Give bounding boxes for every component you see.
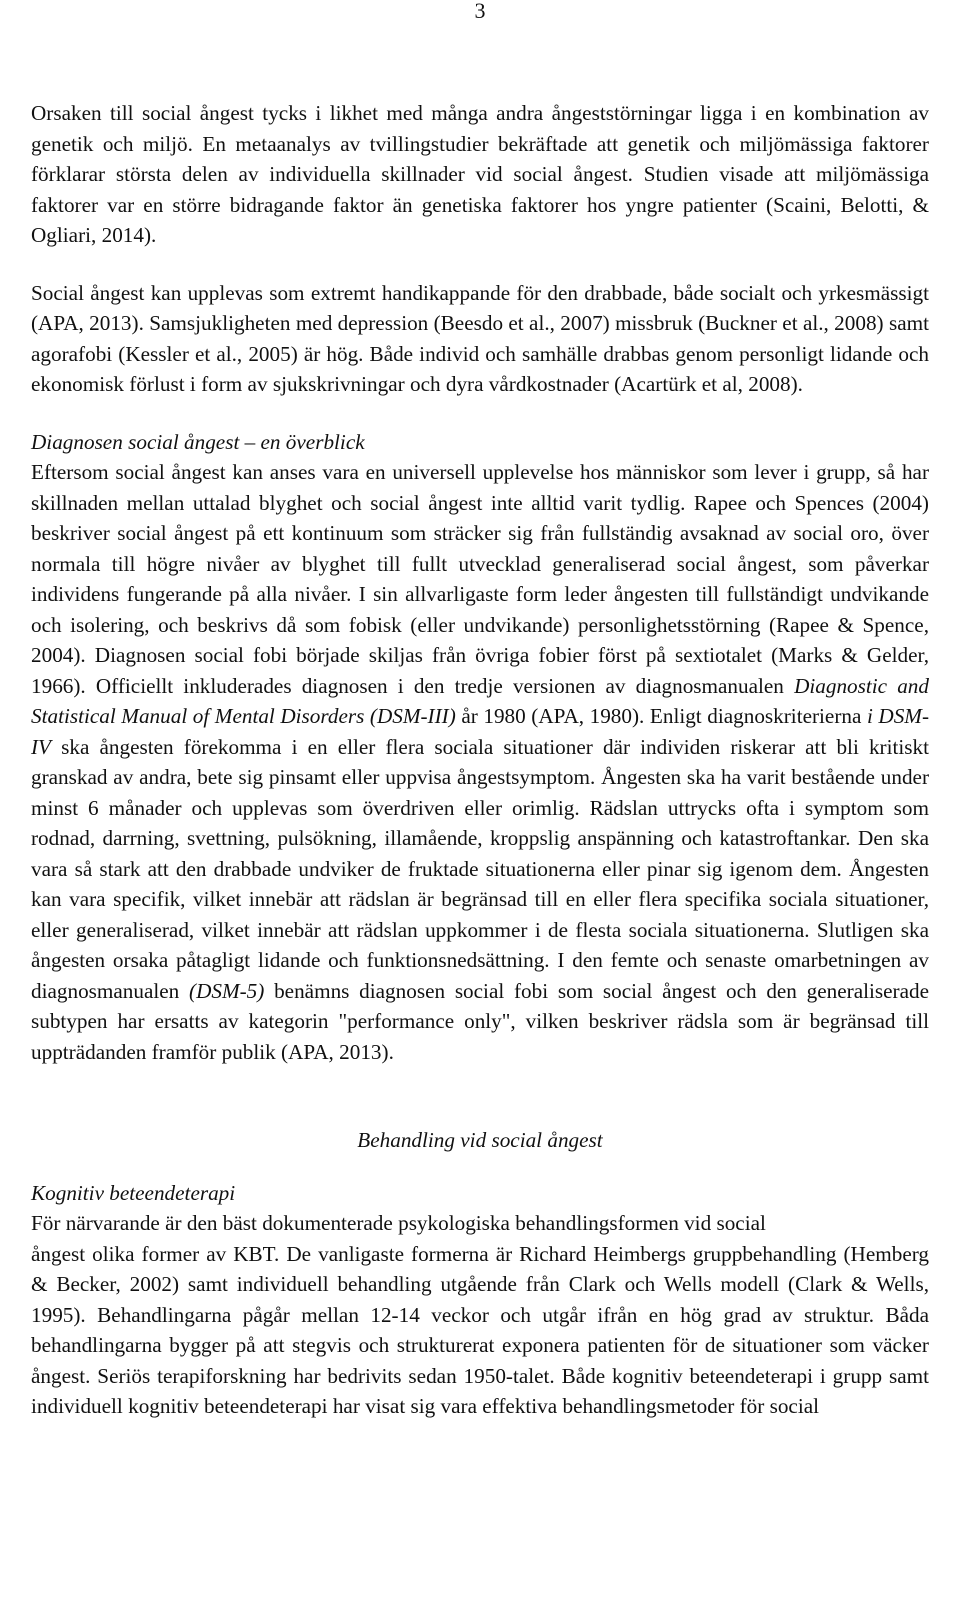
paragraph-cbt-body: ångest olika former av KBT. De vanligaste formerna är Richard Heimbergs gruppbehandling (Hemberg & Becker, 2002) samt individuell behandling utgående från Clark och Wells modell (Clark & Wells, 1995). Behandlingarna pågår mellan 12-14 veckor och utgår ifrån en hög grad av struktur. Båda behandlingarna bygger på att stegvis och strukturerat exponera patienten för de situationer som väcker ångest. Seriös terapiforskning har bedrivits sedan 1950-talet. Både kognitiv beteendeterapi i grupp samt individuell kognitiv beteendeterapi har visat sig vara effektiva behandlingsmetoder för social — [31, 1241, 929, 1418]
subheading-cbt: Kognitiv beteendeterapi — [31, 1180, 236, 1205]
diagnosis-text-4: benämns diagnosen social fobi som social ångest och den generaliserade subtypen har ersatts av kategorin "performance only", vilken beskriver rädsla som är begränsad till uppträdanden framför publik (APA, 2013). — [31, 978, 929, 1064]
document-body — [31, 98, 929, 1422]
dsm-iv-reference: i DSM-IV — [31, 704, 929, 759]
diagnosis-text-2: år 1980 (APA, 1980). Enligt diagnoskriterierna — [455, 704, 867, 728]
paragraph-cbt-intro: För närvarande är den bäst dokumenterade psykologiska behandlingsformen vid social — [31, 1211, 766, 1235]
dsm-5-reference: (DSM-5) — [189, 978, 265, 1003]
paragraph-causes: Orsaken till social ångest tycks i likhet med många andra ångeststörningar ligga i en kombination av genetik och miljö. En metaanalys av tvillingstudier bekräftade att genetik och miljömässiga faktorer förklarar största delen av individuella skillnader vid social ångest. Studien visade att miljömässiga faktorer var en större bidragande faktor än genetiska faktorer hos yngre patienter (Scaini, Belotti, & Ogliari, 2014). — [31, 101, 929, 247]
diagnosis-text-3: ska ångesten förekomma i en eller flera sociala situationer där individen riskerar att bli kritiskt granskad av andra, bete sig pinsamt eller uppvisa ångestsymptom. Ångesten ska ha varit bestående under minst 6 månader och upplevas som överdriven eller orimlig. Rädslan uttrycks ofta i symptom som rodnad, darrning, svettning, pulsökning, illamående, kroppslig anspänning och katastroftankar. Den ska vara så stark att den drabbade undviker de fruktade situationerna eller pinar sig igenom dem. Ångesten kan vara specifik, vilket innebär att rädslan är begränsad till en eller flera specifika sociala situationer, eller generaliserad, vilket innebär att rädslan uppkommer i de flesta sociala situationerna. Slutligen ska ångesten orsaka påtagligt lidande och funktionsnedsättning. I den femte och senaste omarbetningen av diagnosmanualen — [31, 734, 929, 1003]
heading-diagnosis-overview: Diagnosen social ångest – en överblick — [31, 429, 365, 454]
section-heading-treatment: Behandling vid social ångest — [357, 1128, 603, 1152]
diagnosis-text-1: Eftersom social ångest kan anses vara en universell upplevelse hos människor som lever i grupp, så har skillnaden mellan uttalad blyghet och social ångest inte alltid varit tydlig. Rapee och Spences (2004) beskriver social ångest på ett kontinuum som sträcker sig från fullständig avsaknad av social oro, över normala till högre nivåer av blyghet till fullt utvecklad generaliserad social ångest, som påverkar individens fungerande på alla nivåer. I sin allvarligaste form leder ångesten till fullständigt undvikande och isolering, och beskrivs då som fobisk (eller undvikande) personlighetsstörning (Rapee & Spence, 2004). Diagnosen social fobi började skiljas från övriga fobier först på sextiotalet (Marks & Gelder, 1966). Officiellt inkluderades diagnosen i den tredje versionen av diagnosmanualen — [31, 460, 929, 698]
page-number: 3 — [474, 0, 486, 23]
paragraph-diagnosis — [31, 457, 929, 1067]
paragraph-consequences: Social ångest kan upplevas som extremt handikappande för den drabbade, både socialt och yrkesmässigt (APA, 2013). Samsjukligheten med depression (Beesdo et al., 2007) missbruk (Buckner et al., 2008) samt agorafobi (Kessler et al., 2005) är hög. Både individ och samhälle drabbas genom personligt lidande och ekonomisk förlust i form av sjukskrivningar och dyra vårdkostnader (Acartürk et al, 2008). — [31, 280, 929, 396]
manual-title: Diagnostic and Statistical Manual of Mental Disorders (DSM-III) — [31, 673, 929, 728]
